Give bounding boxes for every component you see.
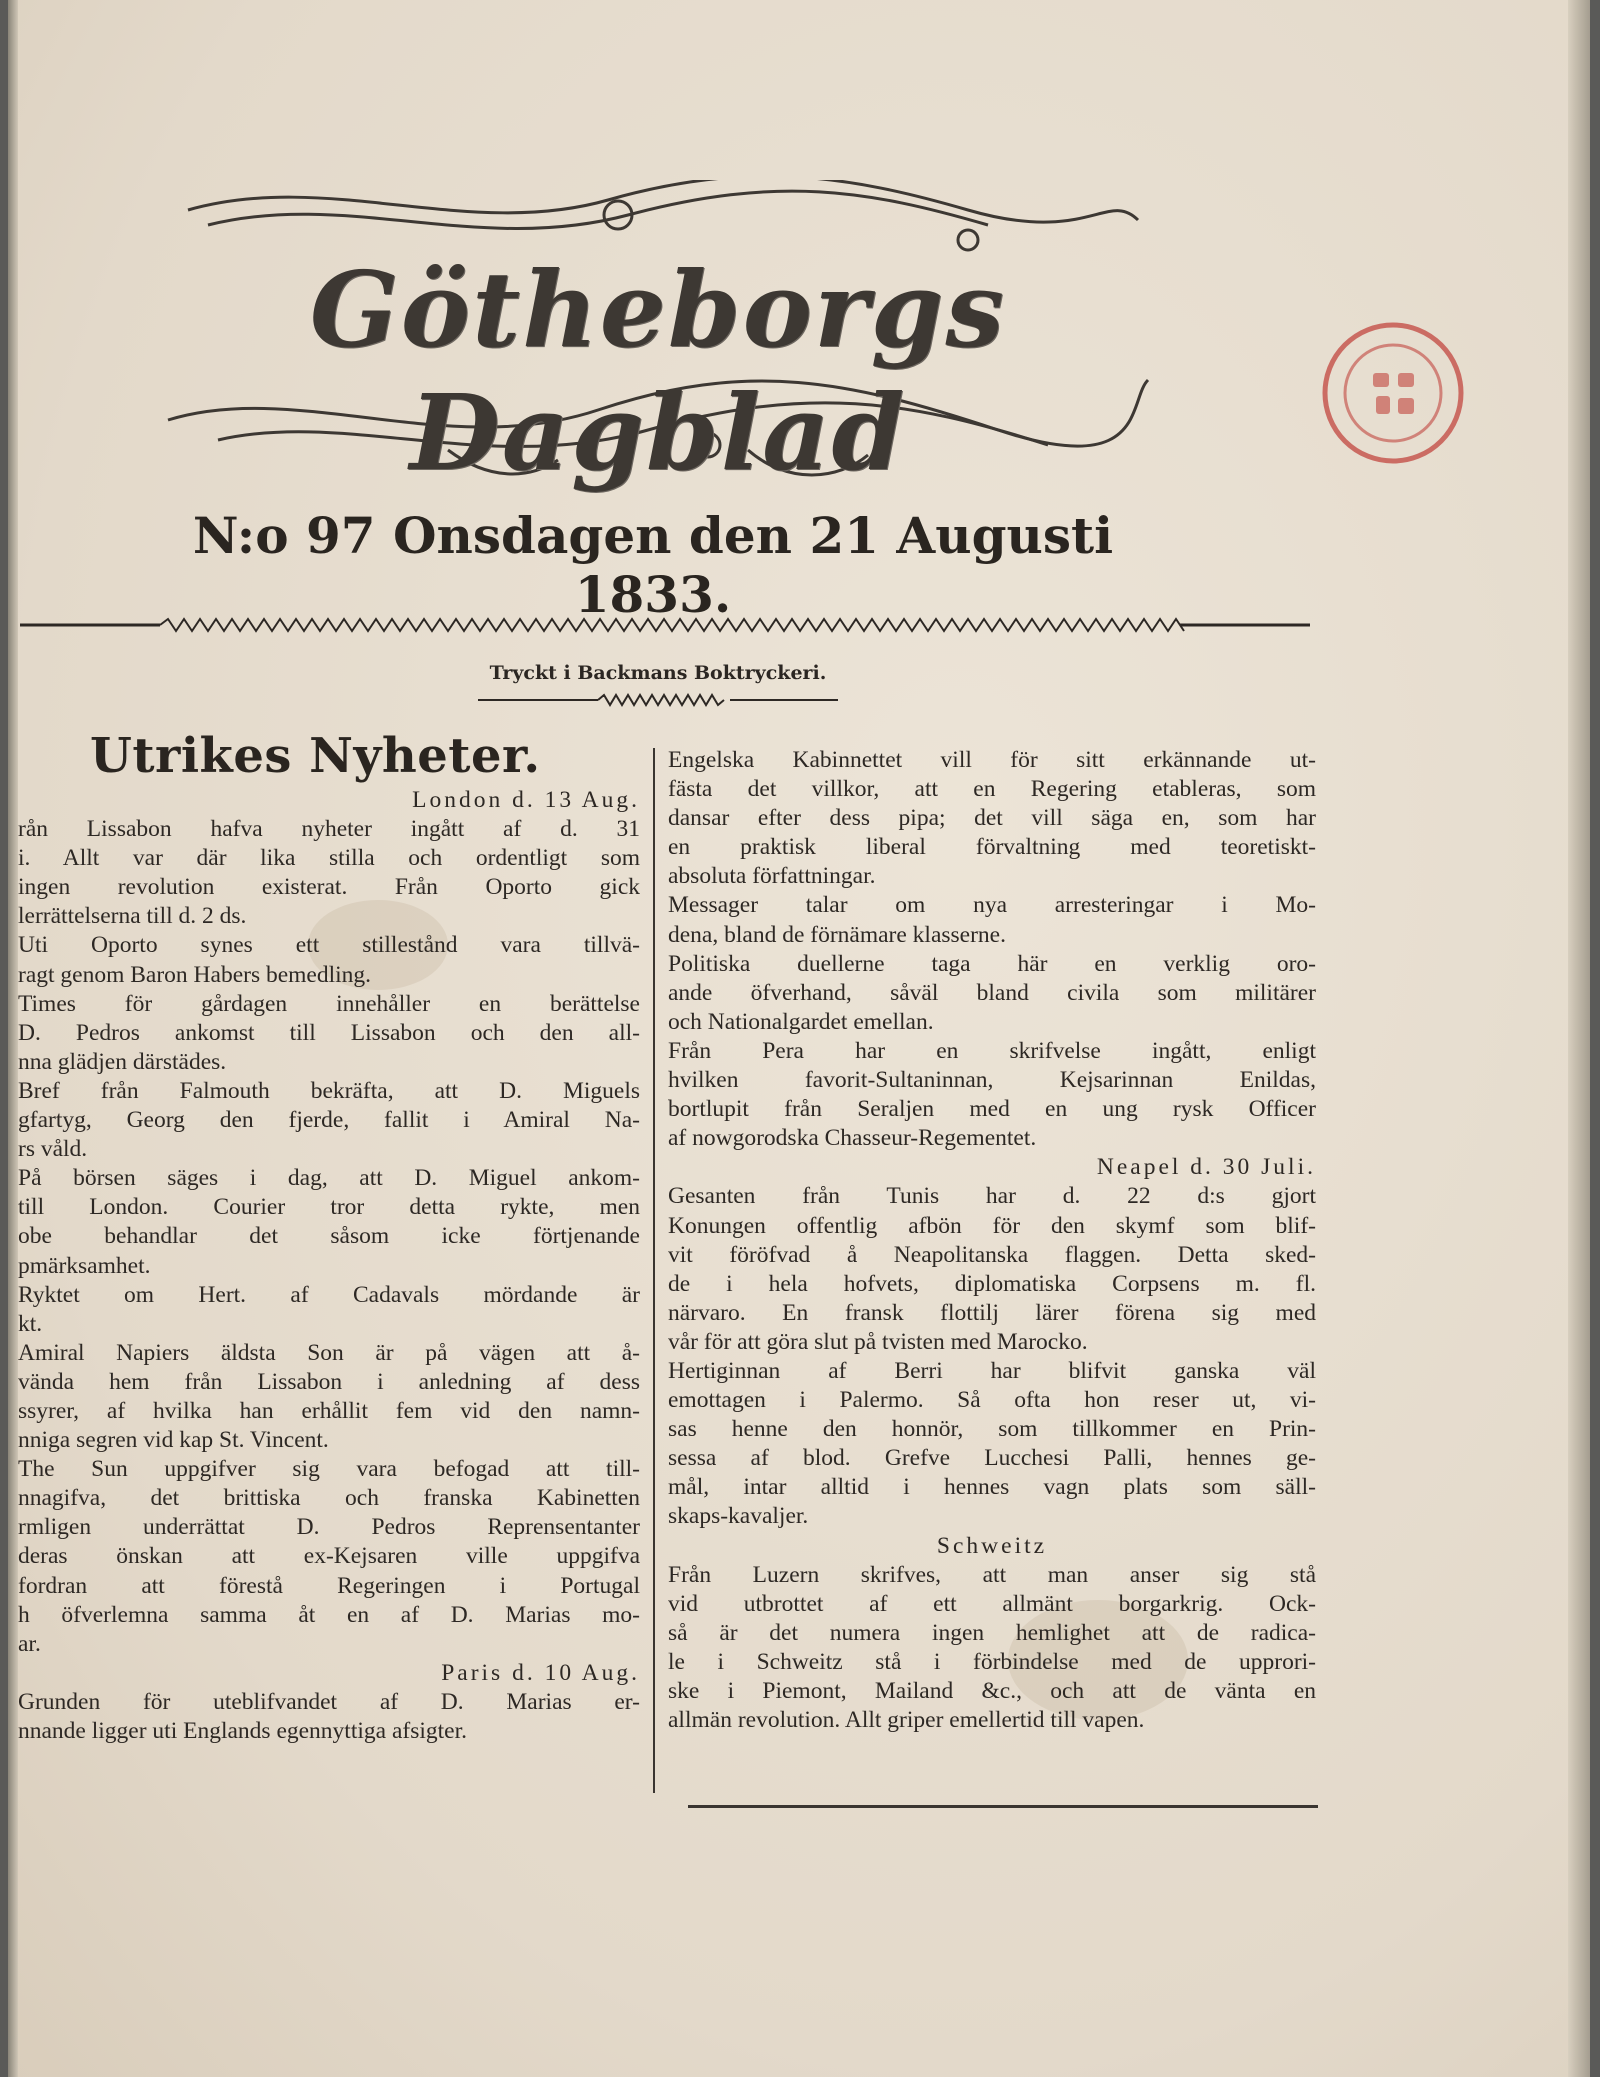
text-line: bortlupit från Seraljen med en ung rysk Officer [668,1096,1316,1123]
end-rule [688,1805,1318,1808]
text-line: Neapel d. 30 Juli. [1096,1154,1316,1181]
text-line: h öfverlemna samma åt en af D. Marias mo- [18,1601,640,1628]
text-line: Från Pera har en skrifvelse ingått, enligt [668,1037,1316,1064]
text-line: Schweitz [936,1532,1048,1559]
text-line: Paris d. 10 Aug. [441,1659,640,1686]
binding-spine [8,0,18,2077]
text-line: så är det numera ingen hemlighet att de radica- [668,1619,1316,1646]
text-line: nnande ligger uti Englands egennyttiga afsigter. [18,1718,467,1744]
text-line: emottagen i Palermo. Så ofta hon reser ut, vi- [668,1387,1316,1414]
text-line: gfartyg, Georg den fjerde, fallit i Amiral Na- [18,1107,640,1134]
text-line: dena, bland de förnämare klasserne. [668,921,1006,948]
text-line: rmligen underrättat D. Pedros Reprensentanter [18,1514,640,1541]
text-line: ande öfverhand, såväl bland civila som militärer [668,979,1316,1006]
text-line: sas henne den honnör, som tillkommer en Prin- [668,1416,1316,1443]
text-line: rån Lissabon hafva nyheter ingått af d. 31 [18,816,640,843]
text-line: Politiska duellerne taga här en verklig oro- [668,950,1316,977]
text-line: och Nationalgardet emellan. [668,1008,934,1035]
text-line: pmärksamhet. [18,1252,151,1279]
text-line: Amiral Napiers äldsta Son är på vägen att å- [18,1339,640,1366]
text-line: Ryktet om Hert. af Cadavals mördande är [18,1281,640,1308]
newspaper-page [8,0,1590,2077]
text-line: vår för att göra slut på tvisten med Marocko. [668,1328,1088,1355]
text-line: till London. Courier tror detta rykte, men [18,1194,640,1221]
text-line: Hertiginnan af Berri har blifvit ganska väl [668,1357,1316,1384]
text-line: rs våld. [18,1136,88,1163]
text-line: Engelska Kabinnettet vill för sitt erkännande ut- [668,747,1316,773]
small-ornament-rule [478,692,838,708]
text-line: vit föröfvad å Neapolitanska flaggen. Detta sked- [668,1241,1316,1268]
printer-line: Tryckt i Backmans Boktryckeri. [489,662,827,684]
text-line: le i Schweitz stå i förbindelse med de upprori- [668,1648,1316,1675]
library-stamp [1318,318,1468,468]
text-line: absoluta författningar. [668,863,876,890]
text-line: vända hem från Lissabon i anledning af dess [18,1368,640,1395]
text-line: Från Luzern skrifves, att man anser sig stå [668,1561,1316,1588]
text-line: Times för gårdagen innehåller en berättelse [18,990,640,1017]
text-line: Uti Oporto synes ett stillestånd vara tillvä- [18,932,640,959]
text-line: en praktisk liberal förvaltning med teoretiskt- [668,834,1316,861]
section-heading: Utrikes Nyheter. [90,728,541,784]
text-line: dansar efter dess pipa; det vill säga en, som har [668,805,1316,832]
wavy-rule [20,615,1310,635]
text-line: fordran att förestå Regeringen i Portugal [18,1572,640,1599]
text-line: obe behandlar det såsom icke förtjenande [18,1223,640,1250]
text-line: nniga segren vid kap St. Vincent. [18,1427,329,1454]
masthead-title: Götheborgs Dagblad [309,248,1007,494]
text-line: lerrättelserna till d. 2 ds. [18,903,247,930]
text-line: hvilken favorit-Sultaninnan, Kejsarinnan Enildas, [668,1067,1316,1094]
text-line: de i hela hofvets, diplomatiska Corpsens m. fl. [668,1270,1316,1297]
text-line: deras önskan att ex-Kejsaren ville uppgifva [18,1543,640,1570]
text-line: nnagifva, det brittiska och franska Kabinetten [18,1485,640,1512]
text-line: sessa af blod. Grefve Lucchesi Palli, hennes ge- [668,1445,1316,1472]
text-line: London d. 13 Aug. [412,787,640,813]
left-column [18,786,640,1746]
column-rule [653,748,655,1793]
text-line: fästa det villkor, att en Regering etableras, som [668,776,1316,803]
text-line: ingen revolution existerat. Från Oporto gick [18,874,640,901]
text-line: ragt genom Baron Habers bemedling. [18,961,372,988]
text-line: af nowgorodska Chasseur-Regementet. [668,1125,1037,1152]
text-line: mål, intar alltid i hennes vagn plats som säll- [668,1474,1316,1501]
text-line: Bref från Falmouth bekräfta, att D. Miguels [18,1077,640,1104]
right-column [668,746,1316,1735]
text-line: The Sun uppgifver sig vara befogad att till- [18,1456,640,1483]
text-line: skaps-kavaljer. [668,1503,809,1530]
text-line: Messager talar om nya arresteringar i Mo- [668,892,1316,919]
text-line: i. Allt var där lika stilla och ordentligt som [18,845,640,872]
text-line: Gesanten från Tunis har d. 22 d:s gjort [668,1183,1316,1210]
text-line: ske i Piemont, Mailand &c., och att de vänta en [668,1678,1316,1704]
issue-line: N:o 97 Onsdagen den 21 Augusti 1833. [192,506,1114,624]
text-line: nna glädjen därstädes. [18,1048,227,1075]
page-edge [1568,0,1590,2077]
text-line: ssyrer, af hvilka han erhållit fem vid den namn- [18,1397,640,1424]
text-line: ar. [18,1630,41,1657]
text-line: På börsen säges i dag, att D. Miguel ankom- [18,1165,640,1192]
text-line: kt. [18,1310,43,1337]
text-line: allmän revolution. Allt griper emellertid till vapen. [668,1707,1145,1734]
text-line: D. Pedros ankomst till Lissabon och den all- [18,1019,640,1046]
text-line: närvaro. En fransk flottilj lärer förena sig med [668,1299,1316,1326]
text-line: Grunden för uteblifvandet af D. Marias er- [18,1688,640,1715]
text-line: vid utbrottet af ett allmänt borgarkrig. Ock- [668,1590,1316,1617]
text-line: Konungen offentlig afbön för den skymf som blif- [668,1212,1316,1239]
